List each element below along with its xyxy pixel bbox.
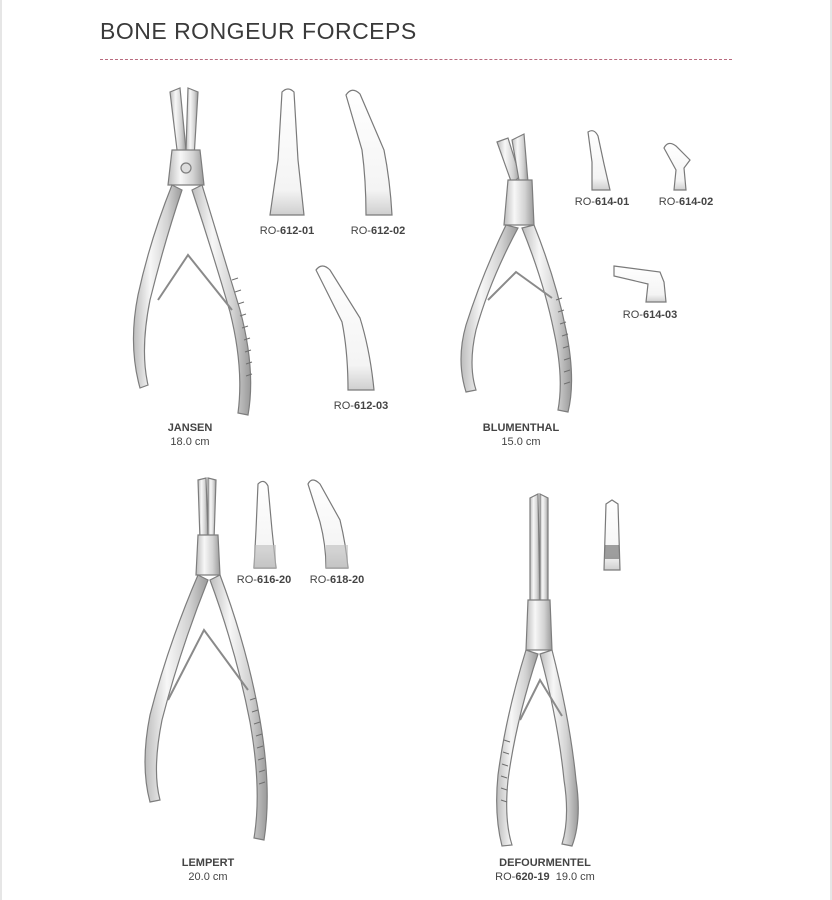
tip-code-612-01: RO-612-01: [259, 225, 315, 237]
tip-code-616-20: RO-616-20: [236, 574, 292, 586]
lempert-forceps-illustration: [145, 478, 267, 840]
tip-code-614-02: RO-614-02: [658, 196, 714, 208]
defourmentel-forceps-illustration: [497, 494, 579, 846]
tip-code-618-20: RO-618-20: [309, 574, 365, 586]
tip-614-02-illustration: [664, 143, 690, 190]
tip-614-03-illustration: [614, 266, 666, 302]
page-title: BONE RONGEUR FORCEPS: [100, 18, 417, 44]
tip-612-02-illustration: [346, 90, 392, 215]
product-name-lempert: LEMPERT: [181, 857, 235, 869]
tip-code-614-03: RO-614-03: [622, 309, 678, 321]
product-name-defourmentel: DEFOURMENTEL: [499, 857, 591, 869]
tip-612-03-illustration: [316, 266, 374, 390]
blumenthal-forceps-illustration: [461, 134, 572, 412]
jansen-forceps-illustration: [133, 88, 252, 415]
product-code-size-defourmentel: RO-620-19 19.0 cm: [495, 871, 595, 883]
tip-620-19-illustration: [604, 500, 620, 570]
tip-code-612-03: RO-612-03: [333, 400, 389, 412]
tip-612-01-illustration: [270, 89, 304, 215]
product-name-blumenthal: BLUMENTHAL: [482, 422, 560, 434]
product-size-blumenthal: 15.0 cm: [501, 436, 541, 448]
tip-code-612-02: RO-612-02: [350, 225, 406, 237]
tip-614-01-illustration: [588, 131, 610, 190]
tip-618-20-illustration: [308, 480, 348, 568]
tip-code-614-01: RO-614-01: [574, 196, 630, 208]
product-size-lempert: 20.0 cm: [188, 871, 228, 883]
product-name-jansen: JANSEN: [167, 422, 213, 434]
product-size-jansen: 18.0 cm: [170, 436, 210, 448]
tip-616-20-illustration: [254, 481, 276, 568]
